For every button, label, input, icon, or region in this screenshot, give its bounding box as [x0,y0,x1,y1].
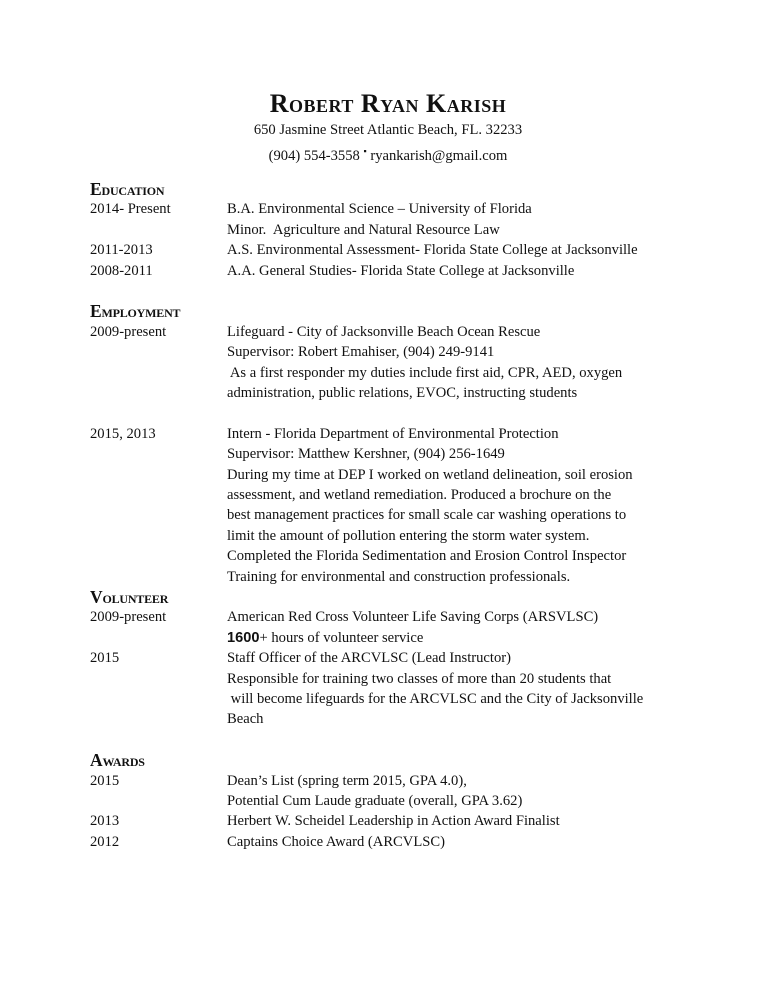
hours-text: + hours of volunteer service [259,629,424,646]
entry-text: Responsible for training two classes of more than 20 students that [227,670,612,687]
entry-date [90,567,227,587]
entry-date [90,689,227,709]
entry-date: 2008-2011 [90,262,153,279]
entry-date [90,444,227,464]
entry-text: Intern - Florida Department of Environmental Protection [227,425,559,442]
entry-text: A.S. Environmental Assessment- Florida State College at Jacksonville [227,242,638,259]
entry-date [90,546,227,566]
entry-row [90,485,710,505]
entry-row [90,465,710,485]
entry-date: 2011-2013 [90,242,153,259]
entry-row [90,628,710,648]
entry-date: 2015, 2013 [90,425,156,442]
phone: (904) 554-3558 [268,147,360,164]
entry-row [90,505,710,525]
entry-row [90,811,710,831]
candidate-name: Robert Ryan Karish [269,89,507,118]
address: 650 Jasmine Street Atlantic Beach, FL. 32233 [253,122,523,138]
entry-row [90,709,710,729]
resume-body [90,179,710,852]
entry-date: 2009-present [90,323,167,340]
entry-row [90,363,710,383]
volunteer-hours [227,628,710,648]
section-heading-employment: Employment [90,301,181,322]
email: ryankarish@gmail.com [370,147,508,164]
entry-text: best management practices for small scale car washing operations to [227,507,627,524]
entry-text: American Red Cross Volunteer Life Saving Corps (ARSVLSC) [227,609,599,626]
entry-text: A.A. General Studies- Florida State College at Jacksonville [227,262,575,279]
hours-count: 1600 [227,629,260,646]
entry-row [90,607,710,627]
entry-row [90,383,710,403]
employment-entry-intern [90,424,710,587]
entry-date: 2015 [90,772,120,789]
entry-date [90,791,227,811]
entry-row [90,261,710,281]
entry-text: Captains Choice Award (ARCVLSC) [227,833,445,850]
entry-text: Beach [227,711,264,728]
bullet-separator: ▪ [363,145,367,156]
entry-date: 2009-present [90,609,167,626]
entry-row [90,322,710,342]
employment-entry-lifeguard [90,322,710,404]
entry-row [90,240,710,260]
section-heading-education: Education [90,179,165,199]
entry-text: will become lifeguards for the ARCVLSC and the City of Jacksonville [227,691,644,708]
education-list [90,199,710,281]
entry-date: 2015 [90,650,120,667]
entry-row [90,771,710,791]
section-heading-volunteer: Volunteer [90,587,169,608]
entry-date: 2012 [90,833,120,850]
entry-text: Supervisor: Matthew Kershner, (904) 256-1649 [227,446,505,463]
entry-date [90,709,227,729]
entry-text: Potential Cum Laude graduate (overall, GPA 3.62) [227,793,523,810]
entry-row [90,832,710,852]
entry-row [90,791,710,811]
entry-text: administration, public relations, EVOC, instructing students [227,385,578,402]
entry-text: limit the amount of pollution entering the storm water system. [227,527,590,544]
entry-text: Herbert W. Scheidel Leadership in Action Award Finalist [227,813,560,830]
entry-date [90,220,227,240]
entry-text: Training for environmental and construction professionals. [227,568,571,585]
entry-row [90,199,710,219]
entry-text: B.A. Environmental Science – University of Florida [227,201,532,218]
entry-text: Dean’s List (spring term 2015, GPA 4.0), [227,772,467,789]
entry-row [90,444,710,464]
entry-text: Staff Officer of the ARCVLSC (Lead Instructor) [227,650,511,667]
entry-text: During my time at DEP I worked on wetland delineation, soil erosion [227,466,633,483]
entry-date [90,485,227,505]
entry-row [90,567,710,587]
resume-header [0,88,768,166]
entry-date [90,505,227,525]
entry-row [90,669,710,689]
entry-text: assessment, and wetland remediation. Produced a brochure on the [227,487,612,504]
entry-row [90,220,710,240]
entry-date: 2014- Present [90,201,171,218]
entry-date [90,465,227,485]
awards-list [90,771,710,853]
entry-row [90,424,710,444]
entry-text: Supervisor: Robert Emahiser, (904) 249-9141 [227,344,495,361]
section-heading-awards: Awards [90,750,145,771]
entry-row [90,648,710,668]
entry-row [90,526,710,546]
entry-date [90,383,227,403]
entry-text: Completed the Florida Sedimentation and Erosion Control Inspector [227,548,627,565]
entry-date [90,342,227,362]
entry-date [90,669,227,689]
entry-date: 2013 [90,813,120,830]
entry-text: Lifeguard - City of Jacksonville Beach Ocean Rescue [227,323,541,340]
entry-text: As a first responder my duties include first aid, CPR, AED, oxygen [227,364,623,381]
volunteer-list [90,648,710,730]
entry-date [90,526,227,546]
contact-line [8,141,768,166]
entry-text: Minor. Agriculture and Natural Resource Law [227,221,500,238]
entry-date [90,363,227,383]
entry-row [90,342,710,362]
entry-row [90,689,710,709]
entry-row [90,546,710,566]
